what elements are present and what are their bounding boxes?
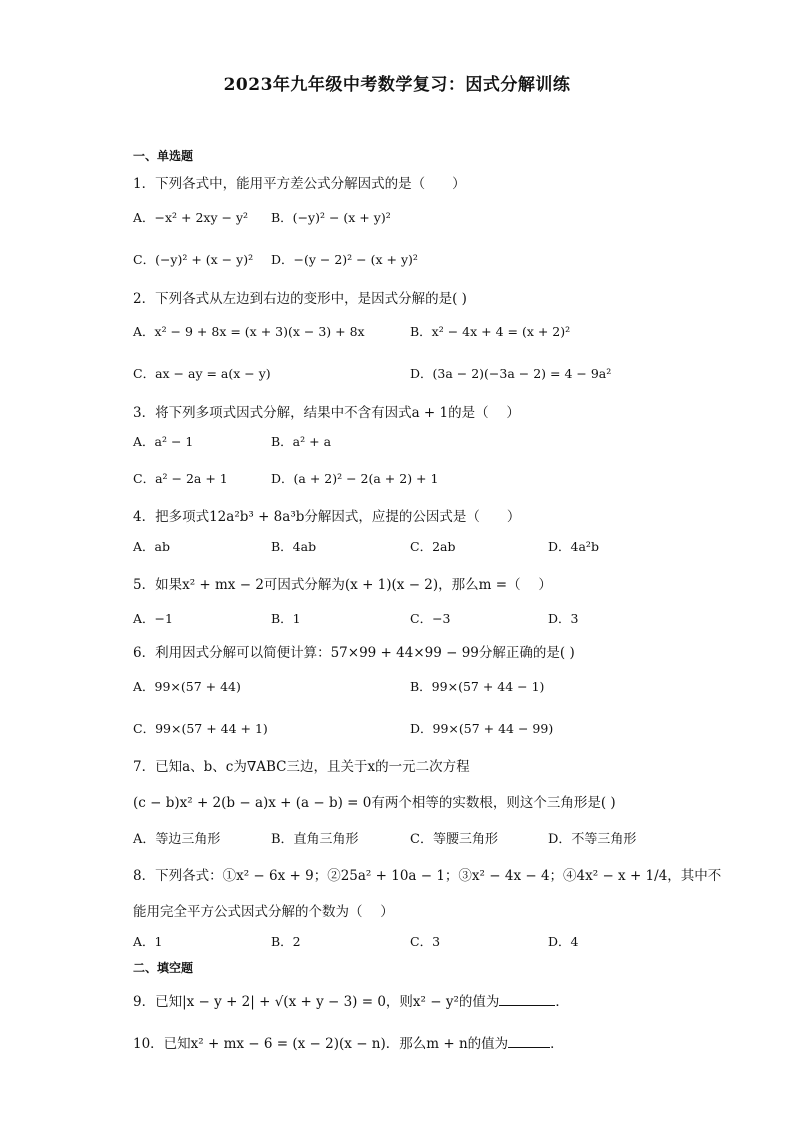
question-3-option-a: A．a² − 1 (133, 434, 194, 449)
question-6-option-b: B．99×(57 + 44 − 1) (410, 679, 545, 694)
question-6-option-a: A．99×(57 + 44) (133, 679, 241, 694)
question-4-option-d: D．4a²b (548, 539, 599, 554)
question-10-end: ． (550, 1036, 564, 1052)
question-3-stem: 3．将下列多项式因式分解，结果中不含有因式a + 1的是（ ） (133, 405, 520, 421)
question-5-option-c: C．−3 (410, 611, 451, 626)
question-7-stem-line-2: (c − b)x² + 2(b − a)x + (a − b) = 0有两个相等的实数根，则这个三角形是( ) (133, 795, 616, 811)
section-heading-single-choice: 一、单选题 (133, 149, 194, 163)
question-1-stem: 1．下列各式中，能用平方差公式分解因式的是（ ） (133, 176, 466, 192)
question-8-option-a: A．1 (133, 934, 163, 949)
question-10-text: 10．已知x² + mx − 6 = (x − 2)(x − n)．那么m + n的值为 (133, 1036, 509, 1052)
question-6-stem: 6．利用因式分解可以简便计算：57×99 + 44×99 − 99分解正确的是( ) (133, 645, 575, 661)
question-7-option-d: D．不等三角形 (548, 832, 637, 847)
question-4-stem: 4．把多项式12a²b³ + 8a³b分解因式，应提的公因式是（ ） (133, 509, 521, 525)
question-7-stem-line-1: 7．已知a、b、c为∇ABC三边，且关于x的一元二次方程 (133, 759, 470, 775)
question-8-option-c: C．3 (410, 934, 441, 949)
question-1-option-c: C．(−y)² + (x − y)² (133, 252, 254, 267)
question-8-option-d: D．4 (548, 934, 579, 949)
question-3-option-c: C．a² − 2a + 1 (133, 471, 228, 486)
question-8-stem-line-2: 能用完全平方公式因式分解的个数为（ ） (133, 904, 394, 920)
question-9-text: 9．已知|x − y + 2| + √(x + y − 3) = 0，则x² − y²的值为 (133, 994, 500, 1010)
question-1-option-d: D．−(y − 2)² − (x + y)² (271, 252, 418, 267)
question-2-option-a: A．x² − 9 + 8x = (x + 3)(x − 3) + 8x (133, 324, 365, 339)
question-5-stem: 5．如果x² + mx − 2可因式分解为(x + 1)(x − 2)，那么m =（ ） (133, 577, 552, 593)
question-4-option-c: C．2ab (410, 539, 456, 554)
question-5-option-a: A．−1 (133, 611, 173, 626)
question-6-option-d: D．99×(57 + 44 − 99) (410, 721, 554, 736)
question-3-option-d: D．(a + 2)² − 2(a + 2) + 1 (271, 471, 439, 486)
question-9-end: ． (555, 994, 569, 1010)
question-2-stem: 2．下列各式从左边到右边的变形中，是因式分解的是( ) (133, 291, 467, 307)
question-7-option-a: A．等边三角形 (133, 832, 221, 847)
page-title: 2023年九年级中考数学复习：因式分解训练 (223, 75, 571, 95)
question-8-option-b: B．2 (271, 934, 301, 949)
question-6-option-c: C．99×(57 + 44 + 1) (133, 721, 268, 736)
question-2-option-b: B．x² − 4x + 4 = (x + 2)² (410, 324, 571, 339)
question-9-stem (133, 990, 569, 1010)
question-5-option-d: D．3 (548, 611, 579, 626)
question-2-option-c: C．ax − ay = a(x − y) (133, 366, 271, 381)
question-3-option-b: B．a² + a (271, 434, 332, 449)
question-9-answer-blank[interactable] (499, 993, 555, 1006)
question-10-answer-blank[interactable] (508, 1035, 550, 1048)
question-1-option-a: A．−x² + 2xy − y² (133, 210, 249, 225)
question-10-stem (133, 1032, 564, 1052)
question-8-stem-line-1: 8．下列各式：①x² − 6x + 9；②25a² + 10a − 1；③x² − 4x − 4；④4x² − x + 1/4，其中不 (133, 868, 722, 884)
question-1-option-b: B．(−y)² − (x + y)² (271, 210, 391, 225)
question-4-option-a: A．ab (133, 539, 170, 554)
section-heading-fill-in: 二、填空题 (133, 961, 194, 975)
question-4-option-b: B．4ab (271, 539, 317, 554)
question-5-option-b: B．1 (271, 611, 301, 626)
question-2-option-d: D．(3a − 2)(−3a − 2) = 4 − 9a² (410, 366, 612, 381)
question-7-option-b: B．直角三角形 (271, 832, 359, 847)
question-7-option-c: C．等腰三角形 (410, 832, 498, 847)
